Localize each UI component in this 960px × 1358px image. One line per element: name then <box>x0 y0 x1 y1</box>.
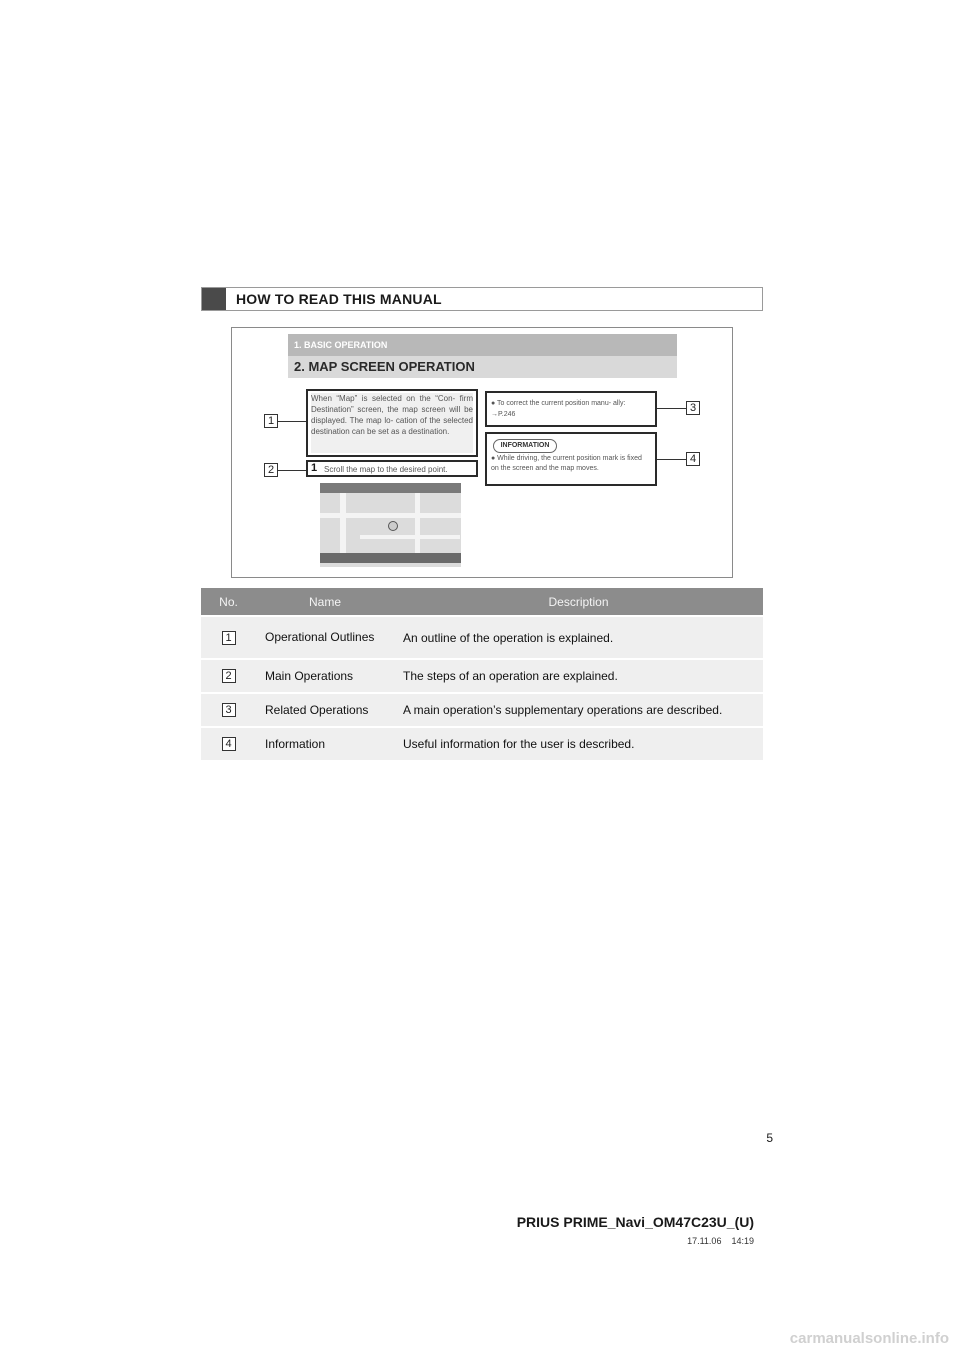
figure-info-text: ● While driving, the current position mark is fixed on the screen and the map moves. <box>491 455 642 472</box>
map-top-bar <box>320 483 461 493</box>
reading-guide-table <box>201 588 763 760</box>
section-title: HOW TO READ THIS MANUAL <box>236 291 442 307</box>
table-row <box>201 728 763 760</box>
map-road <box>320 513 461 518</box>
table-row <box>201 694 763 726</box>
figure-related-box <box>485 391 657 427</box>
row-name: Related Operations <box>256 694 394 726</box>
figure-section-text: 2. MAP SCREEN OPERATION <box>294 359 475 374</box>
figure-outline-box <box>306 389 478 457</box>
figure-chapter-bar <box>288 334 677 356</box>
row-description: The steps of an operation are explained. <box>394 660 763 692</box>
header-name: Name <box>256 588 394 615</box>
map-road <box>360 535 460 539</box>
header-description: Description <box>394 588 763 615</box>
figure-map-screenshot <box>320 483 461 567</box>
figure-step-number: 1 <box>311 462 318 474</box>
leader-line-4 <box>657 459 686 460</box>
page-number: 5 <box>766 1131 773 1145</box>
row-number-badge: 1 <box>222 631 236 645</box>
section-header-marker <box>202 288 226 310</box>
figure-callout-4: 4 <box>686 452 700 466</box>
map-road <box>415 493 420 553</box>
leader-line-2 <box>278 470 306 471</box>
row-number-badge: 3 <box>222 703 236 717</box>
row-name: Operational Outlines <box>256 617 394 658</box>
row-description: Useful information for the user is described. <box>394 728 763 760</box>
map-bottom-bar <box>320 553 461 563</box>
figure-callout-2: 2 <box>264 463 278 477</box>
table-header-row <box>201 588 763 615</box>
leader-line-3 <box>657 408 686 409</box>
row-name: Information <box>256 728 394 760</box>
row-number-badge: 2 <box>222 669 236 683</box>
current-position-icon <box>388 521 398 531</box>
leader-line-1 <box>278 421 306 422</box>
row-description: An outline of the operation is explained. <box>394 617 763 658</box>
figure-callout-3: 3 <box>686 401 700 415</box>
row-number-badge: 4 <box>222 737 236 751</box>
document-timestamp <box>687 1236 754 1246</box>
table-row <box>201 617 763 658</box>
figure-callout-1: 1 <box>264 414 278 428</box>
document-date: 17.11.06 <box>687 1236 722 1246</box>
figure-chapter-text: 1. BASIC OPERATION <box>294 340 388 350</box>
map-road <box>340 493 346 553</box>
figure-outline-text: When “Map” is selected on the “Con- firm Destination” screen, the map screen will be displayed. The map lo- cation of the selected destination can be set as a destination. <box>311 394 473 436</box>
figure-related-text: ● To correct the current position manu- ally: →P.246 <box>491 400 626 418</box>
row-description: A main operation’s supplementary operations are described. <box>394 694 763 726</box>
header-no: No. <box>201 588 256 615</box>
watermark: carmanualsonline.info <box>789 1330 949 1347</box>
row-name: Main Operations <box>256 660 394 692</box>
figure-section-bar <box>288 356 677 378</box>
table-row <box>201 660 763 692</box>
figure-info-label: INFORMATION <box>493 439 557 453</box>
document-time: 14:19 <box>731 1236 754 1246</box>
document-id: PRIUS PRIME_Navi_OM47C23U_(U) <box>516 1214 754 1230</box>
figure-step-text: Scroll the map to the desired point. <box>324 465 448 474</box>
figure-step-box <box>306 460 478 477</box>
figure-info-box <box>485 432 657 486</box>
section-header <box>201 287 763 311</box>
